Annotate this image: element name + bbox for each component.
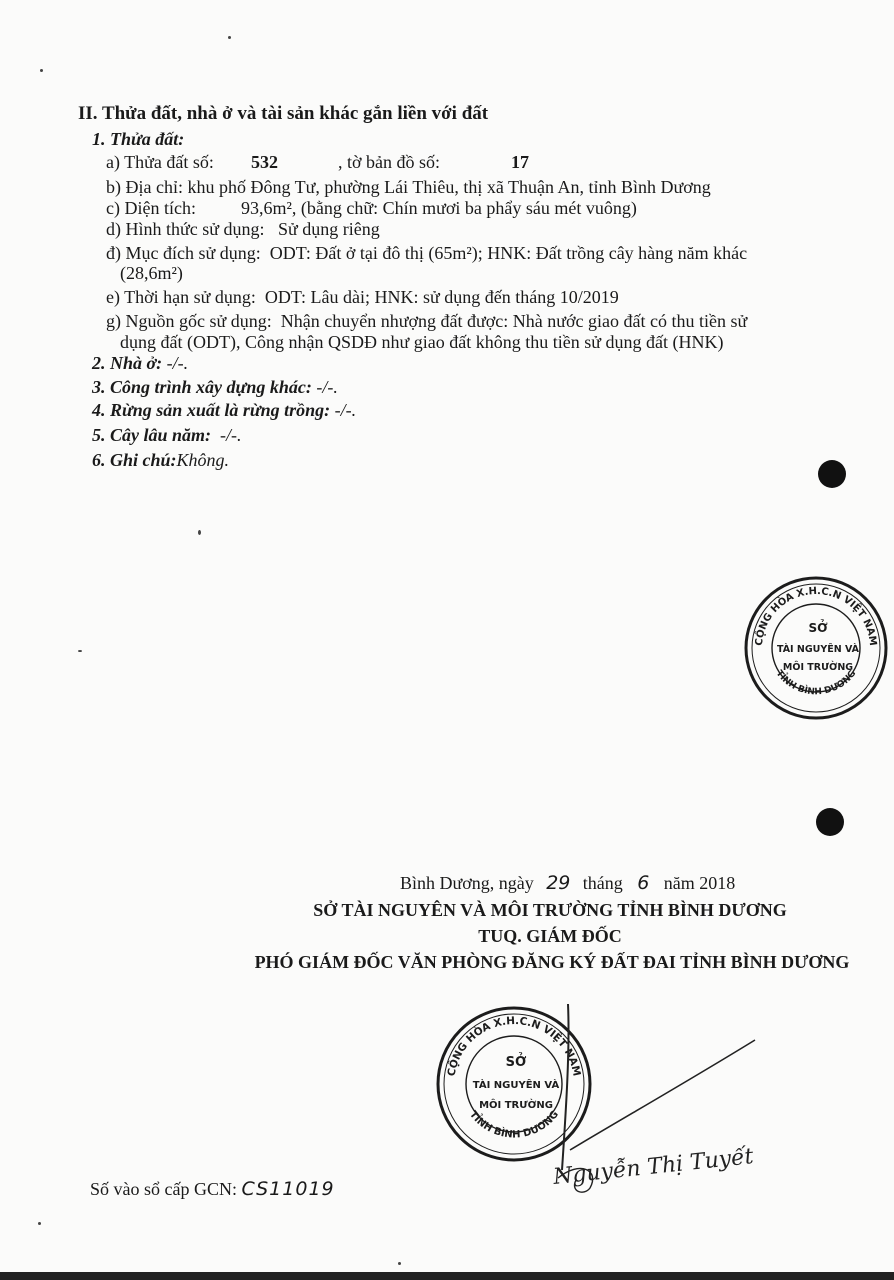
handwritten-signature	[540, 1000, 790, 1200]
seal-bottom-text: TỈNH BÌNH DƯƠNG	[773, 668, 859, 698]
signer-position: PHÓ GIÁM ĐỐC VĂN PHÒNG ĐĂNG KÝ ĐẤT ĐAI TỈNH BÌNH DƯƠNG	[254, 952, 850, 972]
seal2-outer-text: CỘNG HÒA X.H.C.N VIỆT NAM	[445, 1014, 583, 1078]
seal2-bottom-text: TỈNH BÌNH DƯƠNG	[467, 1109, 561, 1141]
note-label: 6. Ghi chú:	[92, 450, 177, 470]
seal-line2: TÀI NGUYÊN VÀ	[776, 644, 860, 655]
date-day: 29	[546, 872, 571, 894]
on-behalf-title: TUQ. GIÁM ĐỐC	[478, 926, 622, 946]
land-number-value: 532	[251, 152, 278, 172]
note-value: Không.	[176, 450, 230, 470]
place-date-label: Bình Dương, ngày	[400, 873, 534, 893]
usage-purpose-line: đ) Mục đích sử dụng: ODT: Đất ở tại đô thị (65m²); HNK: Đất trồng cây hàng năm khác	[106, 243, 748, 263]
punch-hole-top	[818, 460, 846, 488]
scan-speck	[198, 530, 201, 535]
certificate-register-row	[90, 1178, 335, 1200]
house-value: -/-.	[162, 353, 189, 373]
scan-speck	[38, 1222, 41, 1225]
seal-line3: MÔI TRƯỜNG	[782, 662, 854, 673]
place-date-row	[400, 872, 735, 894]
construction-value: -/-.	[311, 377, 338, 397]
house-row	[92, 352, 188, 374]
address-line: b) Địa chỉ: khu phố Đông Tư, phường Lái Thiêu, thị xã Thuận An, tỉnh Bình Dương	[106, 177, 711, 197]
certificate-register-label: Số vào sổ cấp GCN:	[90, 1179, 237, 1199]
seal-line1: SỞ	[808, 621, 828, 635]
origin-line: g) Nguồn gốc sử dụng: Nhận chuyển nhượng đất được: Nhà nước giao đất có thu tiền sử	[106, 311, 748, 331]
forest-label: 4. Rừng sản xuất là rừng trồng:	[92, 400, 331, 420]
scan-speck	[78, 650, 82, 652]
forest-row	[92, 399, 356, 421]
construction-row	[92, 376, 338, 398]
department-name: SỞ TÀI NGUYÊN VÀ MÔI TRƯỜNG TỈNH BÌNH DƯƠNG	[313, 900, 787, 920]
usage-form-line: d) Hình thức sử dụng: Sử dụng riêng	[106, 219, 380, 239]
perennial-label: 5. Cây lâu năm:	[92, 425, 212, 445]
signature-name: Nguyễn Thị Tuyết	[552, 1144, 755, 1190]
seal2-line2: TÀI NGUYÊN VÀ	[472, 1080, 560, 1091]
note-row	[92, 449, 229, 471]
year-label: năm 2018	[663, 873, 736, 893]
usage-term-line: e) Thời hạn sử dụng: ODT: Lâu dài; HNK: sử dụng đến tháng 10/2019	[106, 287, 619, 307]
seal2-line3: MÔI TRƯỜNG	[479, 1100, 553, 1111]
svg-text:TỈNH BÌNH DƯƠNG	[774, 669, 859, 698]
scan-edge	[0, 1272, 894, 1280]
map-sheet-value: 17	[511, 152, 529, 172]
month-label: tháng	[582, 873, 623, 893]
land-heading: 1. Thửa đất:	[92, 129, 185, 149]
area-line: c) Diện tích: 93,6m², (bằng chữ: Chín mươi ba phẩy sáu mét vuông)	[106, 198, 637, 218]
date-month: 6	[637, 872, 650, 894]
origin-line-2: dụng đất (ODT), Công nhận QSDĐ như giao đất không thu tiền sử dụng đất (HNK)	[120, 332, 724, 352]
perennial-value: -/-.	[211, 425, 242, 445]
scan-speck	[40, 69, 43, 72]
scan-speck	[398, 1262, 401, 1265]
forest-value: -/-.	[330, 400, 357, 420]
usage-purpose-line-2: (28,6m²)	[120, 263, 183, 283]
house-label: 2. Nhà ở:	[92, 353, 163, 373]
scan-speck	[228, 36, 231, 39]
seal-stamp-top	[742, 574, 890, 722]
certificate-register-value: CS11019	[241, 1178, 335, 1200]
construction-label: 3. Công trình xây dựng khác:	[92, 377, 312, 397]
perennial-row	[92, 424, 242, 446]
seal2-line1: SỞ	[505, 1055, 527, 1070]
section-title: II. Thửa đất, nhà ở và tài sản khác gắn liền với đất	[78, 103, 489, 124]
land-number-row	[106, 151, 529, 173]
map-sheet-label: , tờ bản đồ số:	[338, 152, 441, 172]
seal-outer-text: CỘNG HÒA X.H.C.N VIỆT NAM	[753, 585, 879, 647]
land-number-label: a) Thửa đất số:	[106, 152, 214, 172]
punch-hole-bottom	[816, 808, 844, 836]
